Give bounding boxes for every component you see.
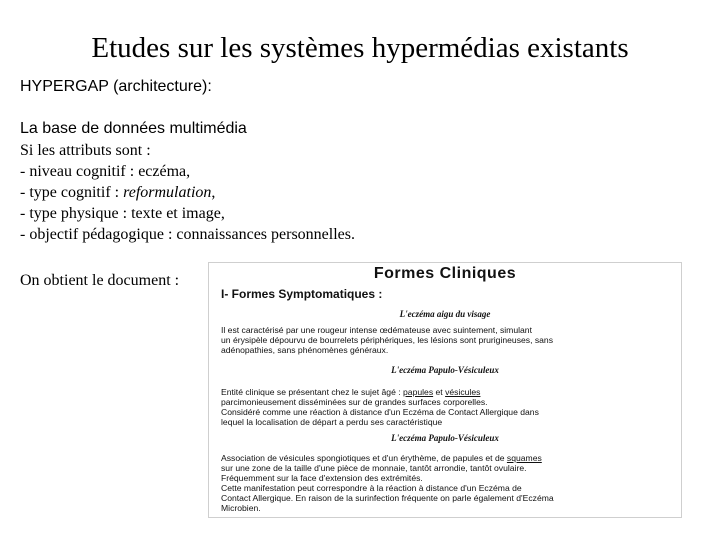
attributes-intro: Si les attributs sont : bbox=[20, 142, 151, 159]
attribute-prefix: - type physique : bbox=[20, 205, 132, 222]
attribute-value: texte et image, bbox=[131, 205, 225, 222]
text-run: papules bbox=[403, 387, 434, 397]
paragraph-line: Il est caractérisé par une rougeur intense œdémateuse avec suintement, simulant bbox=[221, 325, 532, 335]
paragraph-line: Microbien. bbox=[221, 503, 261, 513]
attribute-prefix: - objectif pédagogique : bbox=[20, 226, 177, 243]
attribute-prefix: - niveau cognitif : bbox=[20, 163, 139, 180]
attributes-list bbox=[20, 140, 355, 245]
text-run: Entité clinique se présentant chez le sujet âgé : bbox=[221, 387, 404, 397]
attribute-prefix: - type cognitif : bbox=[20, 184, 124, 201]
document-image bbox=[208, 262, 682, 518]
paragraph-line: Contact Allergique. En raison de la surinfection fréquente on parle également d'Eczéma bbox=[221, 493, 554, 503]
attribute-suffix: , bbox=[211, 184, 216, 201]
paragraph-line: un érysipèle dépourvu de bourrelets périphériques, les lésions sont prurigineuses, sans bbox=[221, 335, 554, 345]
case-title: L'eczéma Papulo-Vésiculeux bbox=[391, 365, 499, 375]
attribute-value: reformulation bbox=[123, 184, 212, 201]
document-subtitle: I- Formes Symptomatiques : bbox=[221, 287, 383, 301]
text-run: squames bbox=[506, 453, 542, 463]
case-title: L'eczéma aigu du visage bbox=[399, 309, 491, 319]
paragraph-line bbox=[221, 453, 673, 463]
case-paragraph bbox=[221, 453, 673, 513]
text-run: et bbox=[433, 387, 446, 397]
case-paragraph bbox=[221, 387, 673, 427]
paragraph-line: Cette manifestation peut correspondre à la réaction à distance d'un Eczéma de bbox=[221, 483, 522, 493]
attribute-item bbox=[20, 224, 355, 245]
attribute-value: eczéma, bbox=[138, 163, 191, 180]
paragraph-line: sur une zone de la taille d'une pièce de monnaie, tantôt arrondie, tantôt ovulaire. bbox=[221, 463, 527, 473]
paragraph-line: Fréquemment sur la face d'extension des extrémités. bbox=[221, 473, 423, 483]
attribute-item bbox=[20, 182, 355, 203]
attribute-item bbox=[20, 203, 355, 224]
section-heading: La base de données multimédia bbox=[20, 120, 247, 137]
result-label: On obtient le document : bbox=[20, 272, 180, 289]
subtitle: HYPERGAP (architecture): bbox=[20, 78, 212, 95]
paragraph-line bbox=[221, 387, 673, 397]
case-title: L'eczéma Papulo-Vésiculeux bbox=[391, 433, 499, 443]
attribute-item bbox=[20, 161, 355, 182]
page-title: Etudes sur les systèmes hypermédias existants bbox=[91, 32, 629, 64]
paragraph-line: lequel la localisation de départ a perdu ses caractéristique bbox=[221, 417, 443, 427]
document-title: Formes Cliniques bbox=[373, 265, 517, 282]
paragraph-line: parcimonieusement disséminées sur de grandes surfaces corporelles. bbox=[221, 397, 488, 407]
text-run: vésicules bbox=[445, 387, 481, 397]
paragraph-line: Considéré comme une réaction à distance d'un Eczéma de Contact Allergique dans bbox=[221, 407, 539, 417]
text-run: Association de vésicules spongiotiques et d'un érythème, de papules et de bbox=[221, 453, 507, 463]
case-paragraph bbox=[221, 325, 673, 355]
paragraph-line: adénopathies, sans phénomènes généraux. bbox=[221, 345, 389, 355]
attribute-value: connaissances personnelles. bbox=[176, 226, 355, 243]
